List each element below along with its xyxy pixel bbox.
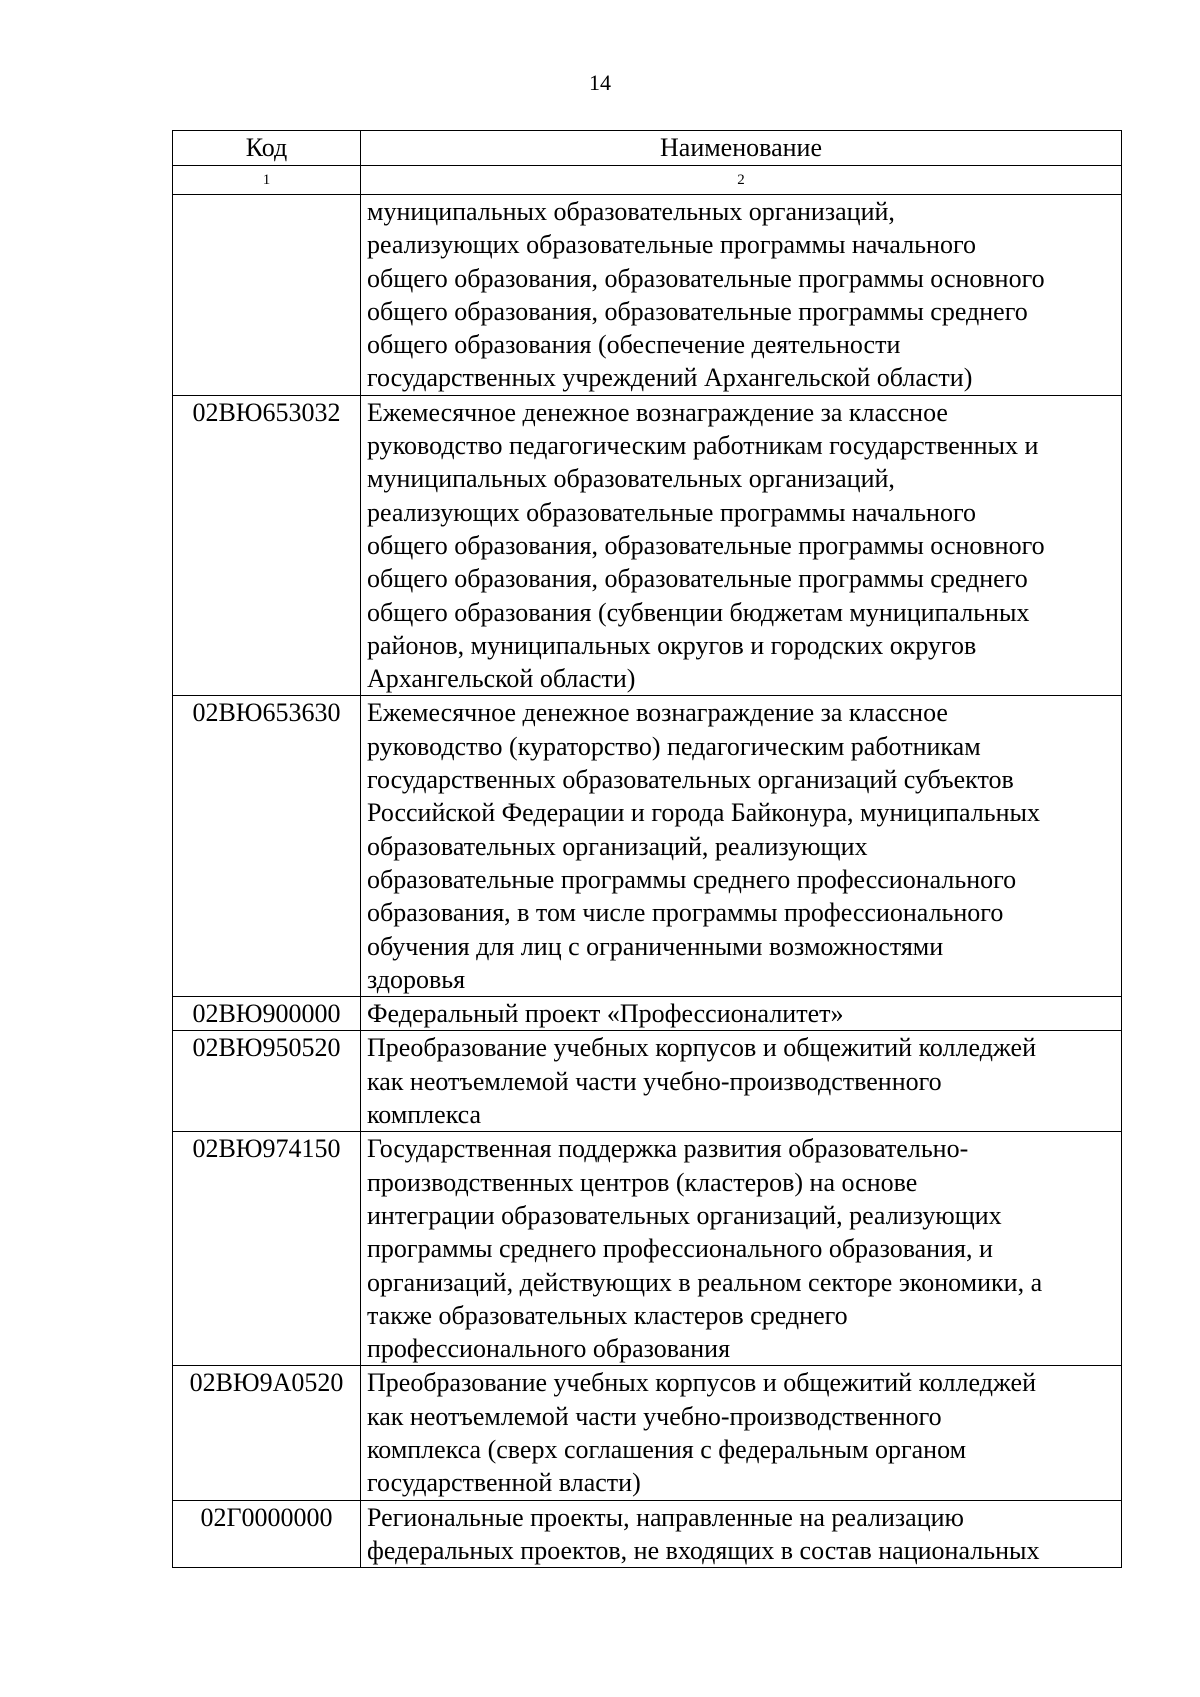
- row-name-line: муниципальных образовательных организаций,: [367, 464, 895, 494]
- row-name-line: Архангельской области): [367, 664, 636, 694]
- table-row: [173, 1366, 1122, 1500]
- row-code: 02ВЮ653630: [173, 696, 361, 997]
- column-number-code: 1: [173, 166, 361, 195]
- row-name-line: федеральных проектов, не входящих в состав национальных: [367, 1535, 1040, 1565]
- column-number-row: [173, 166, 1122, 195]
- row-name-line: Преобразование учебных корпусов и общежитий колледжей: [367, 1368, 1037, 1398]
- row-name-line: реализующих образовательные программы начального: [367, 230, 976, 260]
- row-code: 02ВЮ653032: [173, 395, 361, 696]
- table-body: [173, 166, 1122, 1568]
- row-code: 02Г0000000: [173, 1500, 361, 1568]
- table-row: [173, 696, 1122, 997]
- row-name-line: образовательных организаций, реализующих: [367, 831, 868, 861]
- row-name-line: Ежемесячное денежное вознаграждение за классное: [367, 698, 948, 728]
- row-name-line: интеграции образовательных организаций, реализующих: [367, 1200, 1002, 1230]
- row-name-line: здоровья: [367, 964, 466, 994]
- row-name-line: общего образования (субвенции бюджетам муниципальных: [367, 597, 1030, 627]
- row-name-line: обучения для лиц с ограниченными возможностями: [367, 931, 944, 961]
- row-name: [361, 696, 1122, 997]
- row-name-line: как неотъемлемой части учебно-производственного: [367, 1066, 942, 1096]
- row-name-line: реализующих образовательные программы начального: [367, 497, 976, 527]
- page-number: 14: [589, 70, 611, 95]
- row-name: [361, 1132, 1122, 1366]
- row-name-line: организаций, действующих в реальном секторе экономики, а: [367, 1267, 1043, 1297]
- budget-code-table: [172, 130, 1122, 1568]
- header-name: Наименование: [361, 131, 1122, 166]
- row-name-line: производственных центров (кластеров) на основе: [367, 1167, 918, 1197]
- row-name-line: государственных образовательных организаций субъектов: [367, 765, 1014, 795]
- row-name-line: Федеральный проект «Профессионалитет»: [367, 999, 844, 1029]
- row-code: 02ВЮ900000: [173, 997, 361, 1031]
- row-name-line: руководство (кураторство) педагогическим работникам: [367, 731, 981, 761]
- header-code: Код: [173, 131, 361, 166]
- row-name-line: также образовательных кластеров среднего: [367, 1300, 848, 1330]
- row-name-line: как неотъемлемой части учебно-производственного: [367, 1401, 942, 1431]
- row-name: [361, 1500, 1122, 1568]
- row-name-line: общего образования, образовательные программы среднего: [367, 296, 1028, 326]
- header-row: [173, 131, 1122, 166]
- row-code: 02ВЮ974150: [173, 1132, 361, 1366]
- table-row: [173, 395, 1122, 696]
- row-name: [361, 997, 1122, 1031]
- row-name-line: государственной власти): [367, 1468, 641, 1498]
- row-name-line: общего образования, образовательные программы основного: [367, 530, 1045, 560]
- row-name-line: образовательные программы среднего профессионального: [367, 864, 1017, 894]
- row-name-line: программы среднего профессионального образования, и: [367, 1234, 993, 1264]
- row-code: 02ВЮ950520: [173, 1031, 361, 1132]
- row-name: [361, 1031, 1122, 1132]
- table-row: [173, 997, 1122, 1031]
- row-name: [361, 395, 1122, 696]
- row-name-line: руководство педагогическим работникам государственных и: [367, 431, 1039, 461]
- row-name-line: комплекса: [367, 1100, 482, 1130]
- table-row: [173, 1500, 1122, 1568]
- row-name-line: Преобразование учебных корпусов и общежитий колледжей: [367, 1033, 1037, 1063]
- row-name-line: общего образования (обеспечение деятельности: [367, 330, 901, 360]
- row-name-line: Государственная поддержка развития образовательно-: [367, 1134, 969, 1164]
- row-name-line: общего образования, образовательные программы основного: [367, 263, 1045, 293]
- table-row: [173, 195, 1122, 396]
- row-name-line: образования, в том числе программы профессионального: [367, 898, 1004, 928]
- row-code: [173, 195, 361, 396]
- row-name-line: Ежемесячное денежное вознаграждение за классное: [367, 397, 948, 427]
- column-number-name: 2: [361, 166, 1122, 195]
- row-code: 02ВЮ9А0520: [173, 1366, 361, 1500]
- row-name-line: государственных учреждений Архангельской области): [367, 363, 973, 393]
- row-name: [361, 1366, 1122, 1500]
- row-name-line: муниципальных образовательных организаций,: [367, 197, 895, 226]
- row-name: [361, 195, 1122, 396]
- table-row: [173, 1031, 1122, 1132]
- row-name-line: общего образования, образовательные программы среднего: [367, 564, 1028, 594]
- table-row: [173, 1132, 1122, 1366]
- row-name-line: комплекса (сверх соглашения с федеральным органом: [367, 1434, 967, 1464]
- row-name-line: Региональные проекты, направленные на реализацию: [367, 1502, 964, 1532]
- row-name-line: Российской Федерации и города Байконура, муниципальных: [367, 798, 1041, 828]
- row-name-line: районов, муниципальных округов и городских округов: [367, 630, 977, 660]
- row-name-line: профессионального образования: [367, 1334, 731, 1364]
